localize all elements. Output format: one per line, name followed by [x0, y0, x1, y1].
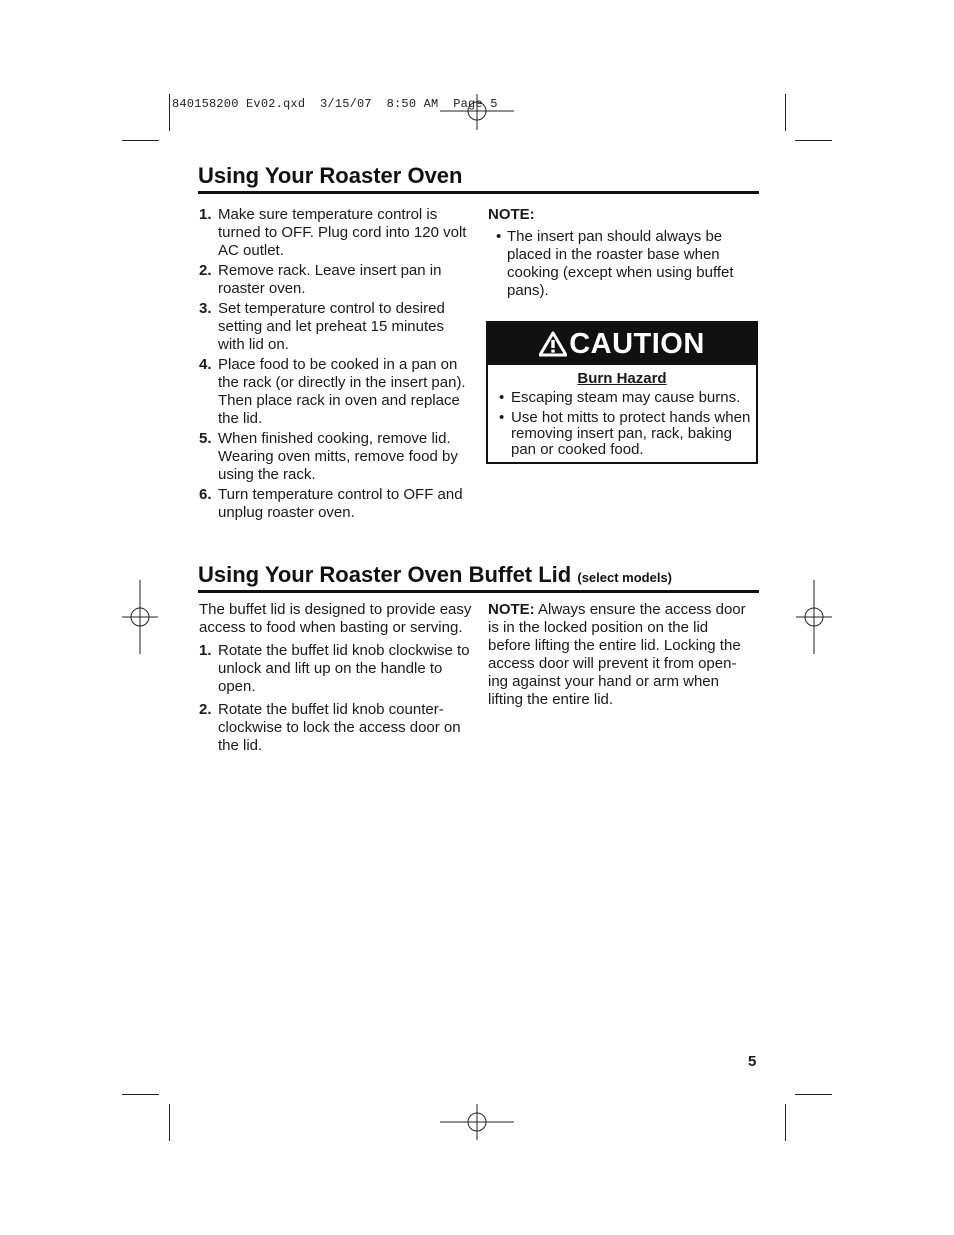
list-item: • Use hot mitts to protect hands when removing insert pan, rack, baking pan or cooked food. — [499, 409, 751, 458]
print-slug: 840158200 Ev02.qxd 3/15/07 8:50 AM Page 5 — [172, 97, 498, 111]
list-item: • The insert pan should always be placed in the roaster base when cooking (except when using buffet pans). — [496, 228, 734, 299]
page-number: 5 — [748, 1053, 757, 1070]
list-item: 1. Rotate the buffet lid knob clockwise to unlock and lift up on the handle to open. — [199, 642, 470, 695]
section-title-buffet-lid: Using Your Roaster Oven Buffet Lid (select models) — [198, 562, 759, 593]
note-label: NOTE: — [488, 601, 535, 618]
list-item: 3. Set temperature control to desired setting and let preheat 15 minutes with lid on. — [199, 300, 445, 353]
warning-triangle-icon — [539, 331, 567, 357]
list-item: 4. Place food to be cooked in a pan on the rack (or directly in the insert pan). Then place rack in oven and replace the lid. — [199, 356, 466, 427]
title-qualifier: (select models) — [577, 570, 673, 585]
roaster-note — [488, 206, 743, 300]
buffet-steps-list — [199, 642, 474, 755]
roaster-steps-column — [199, 206, 469, 524]
registration-mark-icon — [122, 580, 158, 654]
list-item: 1. Make sure temperature control is turned to OFF. Plug cord into 120 volt AC outlet. — [199, 206, 467, 259]
caution-box — [486, 321, 758, 464]
registration-mark-icon — [440, 1104, 514, 1140]
buffet-note: NOTE: Always ensure the access door is in the locked position on the lid before lifting the entire lid. Locking the access door will prevent it from open-ing against your hand or arm when lifting the entire lid. — [488, 601, 746, 708]
list-item: 2. Rotate the buffet lid knob counter-clockwise to lock the access door on the lid. — [199, 701, 461, 754]
registration-mark-icon — [440, 94, 514, 130]
buffet-intro: The buffet lid is designed to provide easy access to food when basting or serving. — [199, 601, 472, 636]
roaster-steps-list — [199, 206, 469, 522]
list-item: 2. Remove rack. Leave insert pan in roaster oven. — [199, 262, 442, 297]
caution-subtitle: Burn Hazard — [577, 370, 667, 387]
list-item: 6. Turn temperature control to OFF and unplug roaster oven. — [199, 486, 463, 521]
registration-mark-icon — [796, 580, 832, 654]
caution-bullets — [490, 390, 756, 458]
buffet-steps-column — [199, 601, 474, 757]
list-item: • Escaping steam may cause burns. — [499, 389, 741, 406]
list-item: 5. When finished cooking, remove lid. Wearing oven mitts, remove food by using the rack. — [199, 430, 458, 483]
note-label: NOTE: — [488, 206, 535, 223]
section-title-roaster-oven: Using Your Roaster Oven — [198, 163, 759, 194]
caution-header: CAUTION — [488, 323, 756, 365]
